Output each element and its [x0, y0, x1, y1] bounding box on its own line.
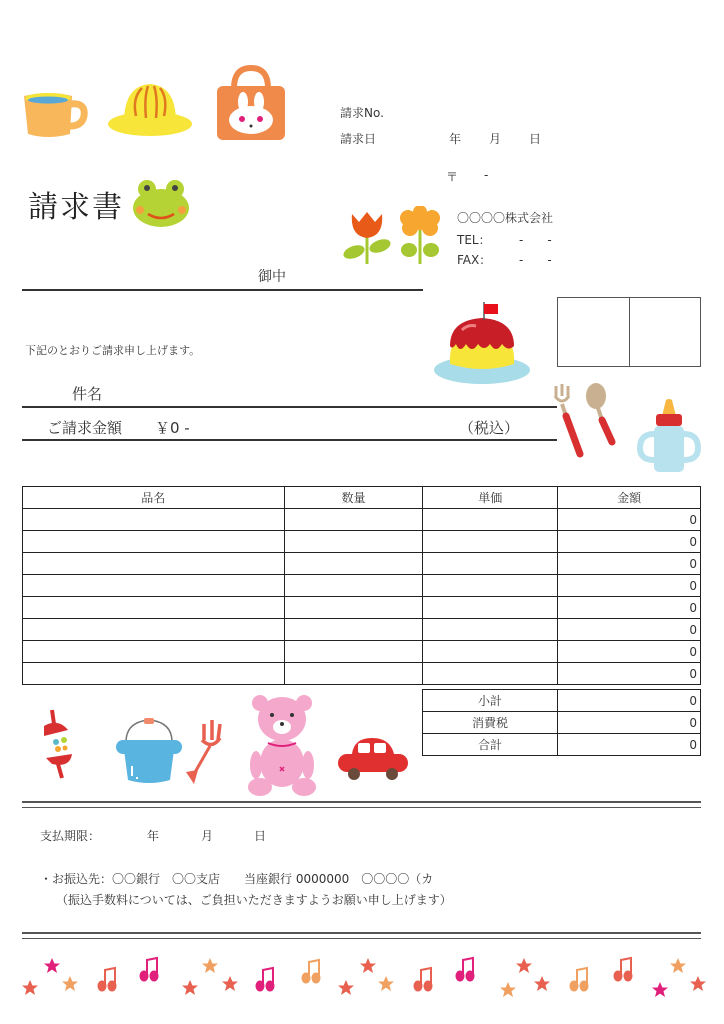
cell-unit-price[interactable]	[423, 575, 558, 597]
total-value: 0	[558, 734, 701, 756]
cell-unit-price[interactable]	[423, 663, 558, 685]
cell-amount: 0	[558, 663, 701, 685]
cell-amount: 0	[558, 641, 701, 663]
amount-value: ￥0 -	[155, 419, 190, 437]
bucket-icon	[114, 716, 184, 786]
stamp-box	[557, 297, 701, 367]
table-row	[23, 597, 701, 619]
cell-quantity[interactable]	[284, 663, 423, 685]
col-header-quantity: 数量	[284, 487, 423, 509]
subject-underline	[22, 406, 557, 408]
payment-due-year: 年	[147, 829, 160, 843]
recipient-underline	[22, 289, 423, 291]
flower-icon	[396, 206, 444, 266]
summary-row-subtotal	[423, 690, 701, 712]
page-title: 請求書	[28, 190, 124, 225]
postal-mark: 〒	[446, 170, 459, 184]
payment-due-month: 月	[201, 829, 214, 843]
total-label: 合計	[423, 734, 558, 756]
invoice-date-year: 年	[449, 132, 462, 146]
tulip-icon	[342, 208, 392, 266]
issuer-tel-label: TEL：	[457, 233, 491, 247]
cell-amount: 0	[558, 509, 701, 531]
cell-quantity[interactable]	[284, 597, 423, 619]
teddy-bear-icon	[246, 693, 318, 797]
table-row	[23, 619, 701, 641]
cell-item-name[interactable]	[23, 531, 285, 553]
cell-item-name[interactable]	[23, 509, 285, 531]
table-row	[23, 531, 701, 553]
baby-bottle-icon	[636, 398, 702, 474]
subject-label: 件名	[72, 385, 103, 403]
cell-amount: 0	[558, 619, 701, 641]
col-header-amount: 金額	[558, 487, 701, 509]
cell-item-name[interactable]	[23, 553, 285, 575]
items-table	[22, 486, 701, 685]
payment-due-label: 支払期限：	[40, 829, 101, 843]
cell-amount: 0	[558, 575, 701, 597]
stamp-cell-2	[630, 298, 701, 366]
col-header-item-name: 品名	[23, 487, 285, 509]
cell-unit-price[interactable]	[423, 531, 558, 553]
cell-item-name[interactable]	[23, 597, 285, 619]
section-divider-bottom	[22, 932, 701, 939]
cell-item-name[interactable]	[23, 575, 285, 597]
tax-included-label: （税込）	[459, 419, 520, 437]
fork-spoon-icon	[550, 382, 622, 458]
tax-value: 0	[558, 712, 701, 734]
cup-icon	[20, 88, 88, 140]
summary-table	[422, 689, 701, 756]
invoice-date-month: 月	[489, 132, 502, 146]
issuer-fax-label: FAX：	[457, 253, 492, 267]
transfer-fee-note: （振込手数料については、ご負担いただきますようお願い申し上げます）	[56, 893, 452, 907]
invoice-date-label: 請求日	[340, 132, 377, 146]
invoice-date-day: 日	[529, 132, 542, 146]
section-divider-top	[22, 801, 701, 808]
cell-unit-price[interactable]	[423, 509, 558, 531]
frog-icon	[132, 178, 190, 228]
stars-notes-border	[14, 950, 714, 1006]
subtotal-label: 小計	[423, 690, 558, 712]
recipient-suffix: 御中	[258, 269, 286, 285]
table-row	[23, 509, 701, 531]
intro-text: 下記のとおりご請求申し上げます。	[25, 344, 201, 357]
bunny-bag-icon	[214, 64, 288, 142]
cell-item-name[interactable]	[23, 641, 285, 663]
payment-due-day: 日	[254, 829, 267, 843]
issuer-company: 〇〇〇〇株式会社	[457, 211, 554, 225]
cell-unit-price[interactable]	[423, 641, 558, 663]
bank-transfer-info: ・お振込先：〇〇銀行 〇〇支店 当座銀行 0000000 〇〇〇〇（カ	[40, 872, 434, 886]
tax-label: 消費税	[423, 712, 558, 734]
rake-icon	[182, 716, 230, 786]
summary-row-tax	[423, 712, 701, 734]
cell-amount: 0	[558, 597, 701, 619]
cell-quantity[interactable]	[284, 575, 423, 597]
cell-unit-price[interactable]	[423, 619, 558, 641]
postal-dash: -	[484, 168, 489, 182]
subtotal-value: 0	[558, 690, 701, 712]
table-row	[23, 575, 701, 597]
hat-icon	[106, 78, 194, 138]
toy-car-icon	[336, 734, 410, 782]
invoice-no-label: 請求No.	[340, 106, 384, 120]
table-header-row	[23, 487, 701, 509]
cell-unit-price[interactable]	[423, 553, 558, 575]
col-header-unit-price: 単価	[423, 487, 558, 509]
cell-item-name[interactable]	[23, 663, 285, 685]
table-row	[23, 553, 701, 575]
table-row	[23, 663, 701, 685]
issuer-tel-value: - -	[519, 233, 552, 247]
table-row	[23, 641, 701, 663]
cell-quantity[interactable]	[284, 531, 423, 553]
rattle-icon	[38, 708, 78, 780]
cell-item-name[interactable]	[23, 619, 285, 641]
cell-amount: 0	[558, 553, 701, 575]
cell-unit-price[interactable]	[423, 597, 558, 619]
cell-quantity[interactable]	[284, 641, 423, 663]
summary-row-total	[423, 734, 701, 756]
amount-underline	[22, 439, 557, 441]
cell-amount: 0	[558, 531, 701, 553]
pudding-icon	[432, 300, 532, 386]
cell-quantity[interactable]	[284, 509, 423, 531]
stamp-cell-1	[558, 298, 630, 366]
amount-label: ご請求金額	[47, 419, 123, 437]
cell-quantity[interactable]	[284, 553, 423, 575]
issuer-fax-value: - -	[519, 253, 552, 267]
cell-quantity[interactable]	[284, 619, 423, 641]
